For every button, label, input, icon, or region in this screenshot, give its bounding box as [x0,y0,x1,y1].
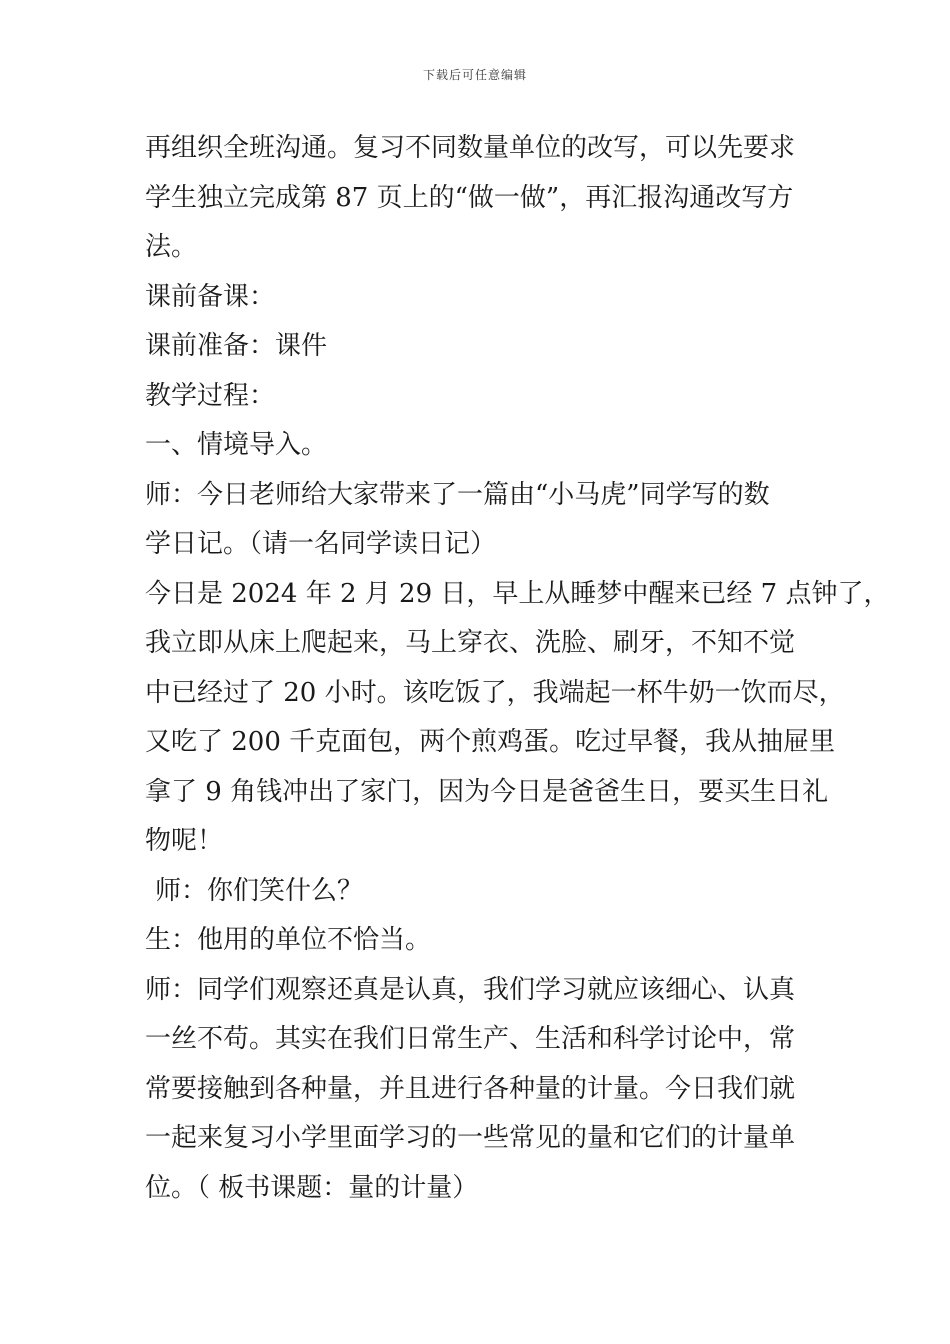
text-line: 师：同学们观察还真是认真，我们学习就应该细心、认真 [145,974,796,1005]
text-line: 拿了 9 角钱冲出了家门，因为今日是爸爸生日，要买生日礼 [145,776,829,807]
text-line: 一起来复习小学里面学习的一些常见的量和它们的计量单 [145,1123,796,1153]
text-line: 学生独立完成第 87 页上的“做一做”，再汇报沟通改写方 [145,182,794,213]
section-heading: 一、情境导入。 [145,430,328,460]
text-line: 学日记。（请一名同学读日记） [145,529,497,559]
section-label: 课前准备：课件 [145,331,328,361]
document-body [145,124,890,1213]
text-line: 今日是 2024 年 2 月 29 日，早上从睡梦中醒来已经 7 点钟了， [145,578,890,609]
text-line: 中已经过了 20 小时。该吃饭了，我端起一杯牛奶一饮而尽， [145,677,845,708]
text-line: 我立即从床上爬起来，马上穿衣、洗脸、刷牙，不知不觉 [145,628,796,658]
text-line: 一丝不苟。其实在我们日常生产、生活和科学讨论中，常 [145,1024,796,1054]
section-label: 课前备课： [145,281,276,312]
text-line: 位。（ 板书课题：量的计量） [145,1172,479,1203]
text-line: 再组织全班沟通。复习不同数量单位的改写，可以先要求 [145,133,796,163]
section-label: 教学过程： [145,380,276,411]
text-line: 又吃了 200 千克面包，两个煎鸡蛋。吃过早餐，我从抽屉里 [145,727,836,757]
text-line: 常要接触到各种量，并且进行各种量的计量。今日我们就 [145,1073,796,1104]
text-line: 法。 [145,232,198,262]
page-header: 下载后可任意编辑 [422,68,527,82]
dialogue-line: 生：他用的单位不恰当。 [145,925,432,955]
text-line: 物呢！ [145,826,224,856]
dialogue-line: 师：你们笑什么？ [155,875,364,906]
text-line: 师：今日老师给大家带来了一篇由“小马虎”同学写的数 [145,479,770,510]
